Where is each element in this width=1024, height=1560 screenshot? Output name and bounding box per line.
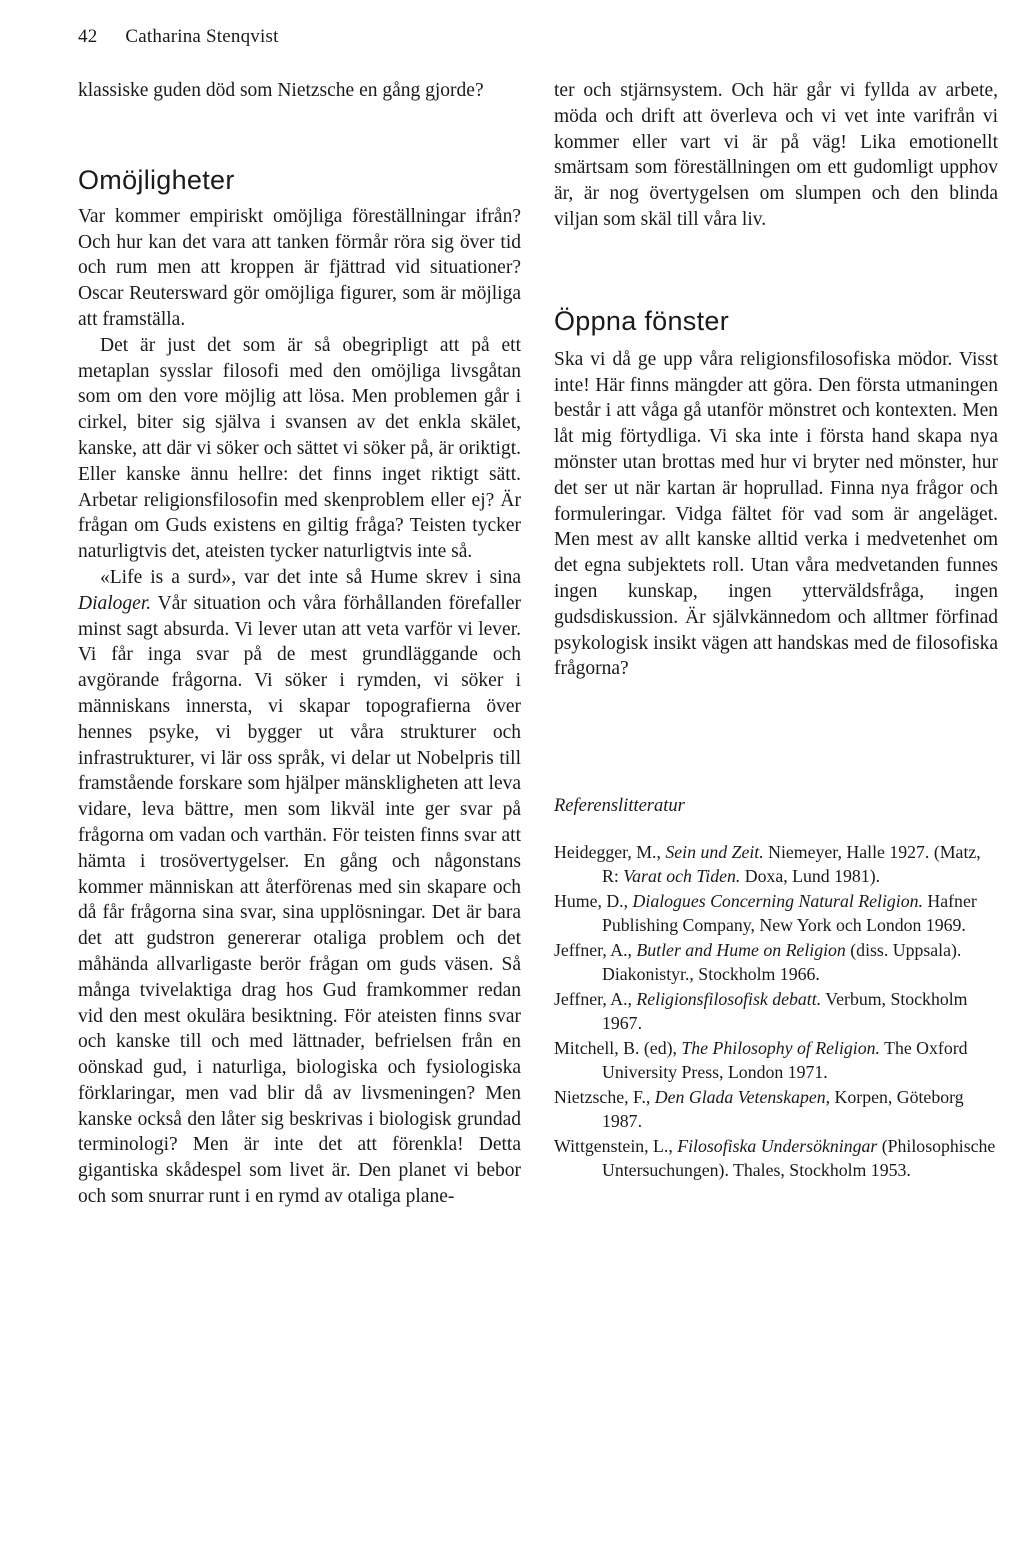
reference-list [554,840,998,1182]
reference-entry [554,1085,998,1133]
running-header [78,26,279,48]
reference-rest: (Philosophische Untersuchungen). Thales, Stockholm 1953. [602,1135,996,1180]
reference-rest: The Oxford University Press, London 1971. [602,1037,968,1082]
section-heading-oppna-fonster: Öppna fönster [554,305,730,336]
reference-heading: Referenslitteratur [554,796,685,817]
reference-title: Sein und Zeit. [665,841,764,862]
reference-rest: Niemeyer, Halle 1927. (Matz, R: [602,841,981,886]
reference-title: The Philosophy of Religion. [681,1037,880,1058]
reference-entry [554,938,998,986]
reference-author: Jeffner, A., [554,988,637,1009]
reference-title: Dialogues Concerning Natural Religion. [632,890,923,911]
reference-title: Butler and Hume on Religion [636,939,846,960]
p3-text-end: Vår situation och våra förhållanden förefaller minst sagt absurda. Vi lever utan att veta varför vi lever. Vi får inga svar på de mest grundläggande och avgörande frågorna. Vi söker i rymden, vi söker i människans innersta, vi skapar topografierna över hennes psyke, vi bygger ut våra strukturer och infrastrukturer, vi lär oss språk, vi delar ut Nobelpris till framstående forskare som hjälper mänskligheten att leva vidare, leva bättre, men som likväl inte ger svar på frågorna om vadan och varthän. För teisten finns svar att hämta i trosövertygelser. En gång och någonstans kommer människan att återförenas med sin skapare och då får frågorna sina svar, sina upplösningar. Det är bara det att gudstron genererar otaliga problem och det måhända allvarligaste berör frågan om guds väsen. Så många tvivelaktiga drag hos Gud framkommer redan vid den mest okulära besiktning. För ateisten finns svar och kanske till och med lättnader, befrielsen från en oönskad gud, i naturliga, biologiska och fysiologiska förklaringar, men vad blir då av livsmeningen? Men kanske också den låter sig beskrivas i biologisk grundad terminologi? Men är inte det att förenkla! Detta gigantiska skådespel som livet är. Den planet vi bebor och som snurrar runt i en rymd av otaliga plane- [78,592,521,1208]
reference-rest2: Doxa, Lund 1981). [740,865,881,886]
reference-author: Hume, D., [554,890,633,911]
reference-rest: Verbum, Stockholm 1967. [602,988,968,1033]
p3-italic-title: Dialoger. [78,592,152,614]
reference-title2: Varat och Tiden. [623,865,741,886]
left-paragraph-3 [78,565,521,1210]
reference-author: Wittgenstein, L., [554,1135,678,1156]
reference-rest: (diss. Uppsala). Diakonistyr., Stockholm 1966. [602,939,962,984]
reference-author: Jeffner, A., [554,939,637,960]
left-paragraph-2: Det är just det som är så obegripligt att på ett metaplan sysslar filosofi med den omöjliga livsgåtan som om den vore möjlig att lösa. Men problemen går i cirkel, biter sig själva i svansen av det enkla skälet, kanske, att där vi söker och sättet vi söker på, är oriktigt. Eller kanske ännu hellre: det finns inget riktigt sätt. Arbetar religionsfilosofin med skenproblem eller ej? Är frågan om Guds existens en giltig fråga? Teisten tycker naturligtvis det, ateisten tycker naturligtvis inte så. [78,334,521,563]
right-column [554,78,998,1183]
reference-author: Mitchell, B. (ed), [554,1037,682,1058]
reference-entry [554,840,998,888]
reference-entry [554,1134,998,1182]
reference-entry [554,987,998,1035]
right-intro-text: ter och stjärnsystem. Och här går vi fyllda av arbete, möda och drift att överleva och vi vet inte varifrån vi kommer eller vart vi är på väg! Lika emotionellt smärtsam som föreställningen om ett gudomligt upphov är, är nog övertygelsen om slumpen och den blinda viljan som skäl till våra liv. [554,80,998,230]
reference-title: Den Glada Vetenskapen, [654,1086,831,1107]
reference-rest: Korpen, Göteborg 1987. [602,1086,964,1131]
left-intro-text: klassiske guden död som Nietzsche en gång gjorde? [78,80,484,101]
reference-title: Filosofiska Undersökningar [677,1135,878,1156]
p3-text-start: «Life is a surd», var det inte så Hume skrev i sina [100,566,521,588]
reference-author: Nietzsche, F., [554,1086,655,1107]
author-name: Catharina Stenqvist [125,26,279,47]
reference-author: Heidegger, M., [554,841,666,862]
reference-entry [554,889,998,937]
reference-rest: Hafner Publishing Company, New York och London 1969. [602,890,977,935]
left-paragraph-1: Var kommer empiriskt omöjliga föreställningar ifrån? Och hur kan det vara att tanken förmår röra sig över tid och rum men att kroppen är fjättrad vid situationer? Oscar Reutersward gör omöjliga figurer, som är möjliga att framställa. [78,205,521,330]
reference-title: Religionsfilosofisk debatt. [636,988,822,1009]
section-heading-omojligheter: Omöjligheter [78,164,235,195]
reference-entry [554,1036,998,1084]
right-paragraph-1: Ska vi då ge upp våra religionsfilosofiska mödor. Visst inte! Här finns mängder att göra. Den första utmaningen består i att våga gå utanför mönstret och kontexten. Men låt mig förtydliga. Vi ska inte i första hand skapa nya mönster utan brottas med hur vi bryter ned mönster, hur det ser ut när kartan är hoprullad. Finna nya frågor och formuleringar. Vidga fältet för vad som är angeläget. Men mest av allt kanske alltid verka i medvetenhet om det egna subjektets roll. Utan våra medvetanden funnes ingen kunskap, ingen ytterväldsfråga, ingen gudsdiskussion. Är självkännedom och alltmer förfinad psykologisk insikt vägen att handskas med de filosofiska frågorna? [554,348,998,680]
left-column [78,78,521,1210]
page-number: 42 [78,26,98,47]
